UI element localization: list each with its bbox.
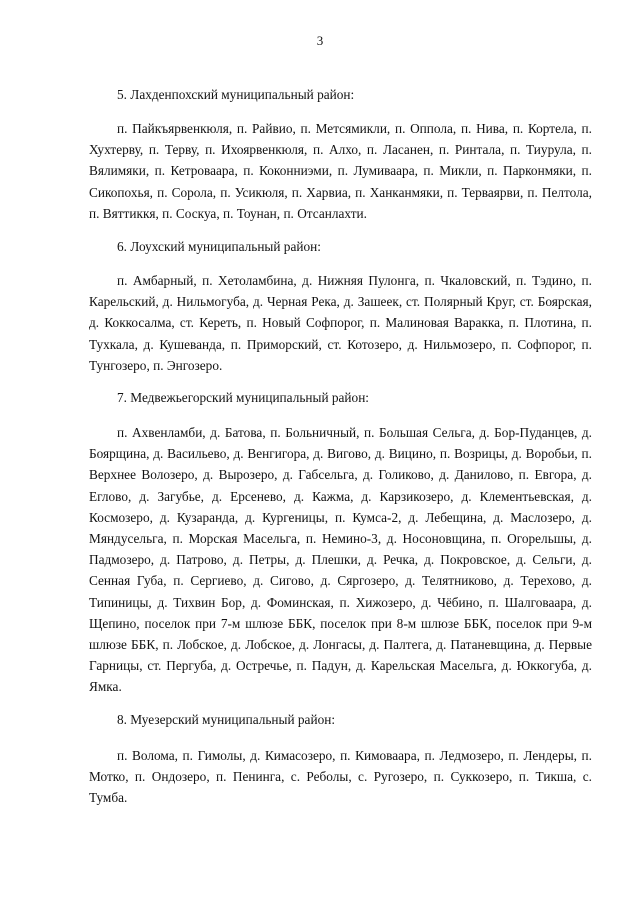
settlement-list: п. Волома, п. Гимолы, д. Кимасозеро, п. Кимоваара, п. Ледмозеро, п. Лендеры, п. Мотко, п. Ондозеро, п. Пенинга, с. Реболы, с. Ругозеро, п. Суккозеро, п. Тикша, с. Тумба. [89, 747, 592, 806]
section-heading: 7. Медвежьегорский муниципальный район: [117, 390, 370, 406]
document-body [89, 86, 592, 808]
settlement-list: п. Ахвенламби, д. Батова, п. Больничный, п. Большая Сельга, д. Бор-Пуданцев, д. Боярщина, д. Васильево, д. Венгигора, д. Вигово, д. Вицино, п. Возрицы, д. Воробьи, п. Верхнее Волозеро, д. Вырозеро, д. Габсельга, д. Голиково, д. Данилово, п. Евгора, д. Еглово, д. Загубье, д. Ерсенево, д. Кажма, д. Карзикозеро, д. Клементьевская, д. Космозеро, д. Кузаранда, д. Кургеницы, п. Кумса-2, д. Лебещина, д. Маслозеро, д. Мяндусельга, п. Морская Масельга, п. Немино-3, д. Носоновщина, п. Огорельшы, д. Падмозеро, д. Патрово, д. Петры, д. Плешки, д. Речка, д. Покровское, д. Сельги, д. Сенная Губа, п. Сергиево, д. Сигово, д. Сяргозеро, д. Телятниково, д. Терехово, д. Типиницы, д. Тихвин Бор, д. Фоминская, п. Хижозеро, д. Чёбино, п. Шалговаара, д. Щепино, поселок при 7-м шлюзе ББК, поселок при 8-м шлюзе ББК, поселок при 9-м шлюзе ББК, п. Лобское, д. Лобское, д. Лонгасы, д. Палтега, д. Патаневщина, д. Первые Гарницы, ст. Пергуба, д. Остречье, п. Падун, д. Карельская Масельга, д. Юккогуба, д. Ямка. [89, 425, 592, 695]
section-loukhsky [89, 238, 592, 376]
settlement-list: п. Амбарный, п. Хетоламбина, д. Нижняя Пулонга, п. Чкаловский, п. Тэдино, п. Карельский, д. Нильмогуба, д. Черная Река, д. Зашеек, ст. Полярный Круг, ст. Боярская, д. Коккосалма, ст. Кереть, п. Новый Софпорог, п. Малиновая Варакка, п. Плотина, п. Тухкала, д. Кушеванда, п. Приморский, ст. Котозеро, д. Нильмозеро, п. Софпорог, п. Тунгозеро, п. Энгозеро. [89, 273, 592, 373]
page-number: 3 [316, 33, 324, 48]
section-heading: 6. Лоухский муниципальный район: [117, 239, 321, 255]
section-muezersky [89, 711, 592, 809]
section-medvezhyegorsky [89, 389, 592, 698]
settlement-list: п. Пайкъярвенкюля, п. Райвио, п. Метсямикли, п. Оппола, п. Нива, п. Кортела, п. Хухтерву, п. Терву, п. Ихоярвенкюля, п. Алхо, п. Ласанен, п. Ринтала, п. Тиурула, п. Вялимяки, п. Кетроваара, п. Коконниэми, п. Лумиваара, п. Микли, п. Парконмяки, п. Сикопохья, п. Сорола, п. Усикюля, п. Харвиа, п. Ханканмяки, п. Терваярви, п. Пелтола, п. Вяттиккя, п. Соскуа, п. Тоунан, п. Отсанлахти. [89, 121, 592, 221]
section-heading: 5. Лахденпохский муниципальный район: [117, 87, 355, 102]
section-heading: 8. Муезерский муниципальный район: [117, 711, 336, 727]
section-lakhdenpokhsky [89, 86, 592, 224]
